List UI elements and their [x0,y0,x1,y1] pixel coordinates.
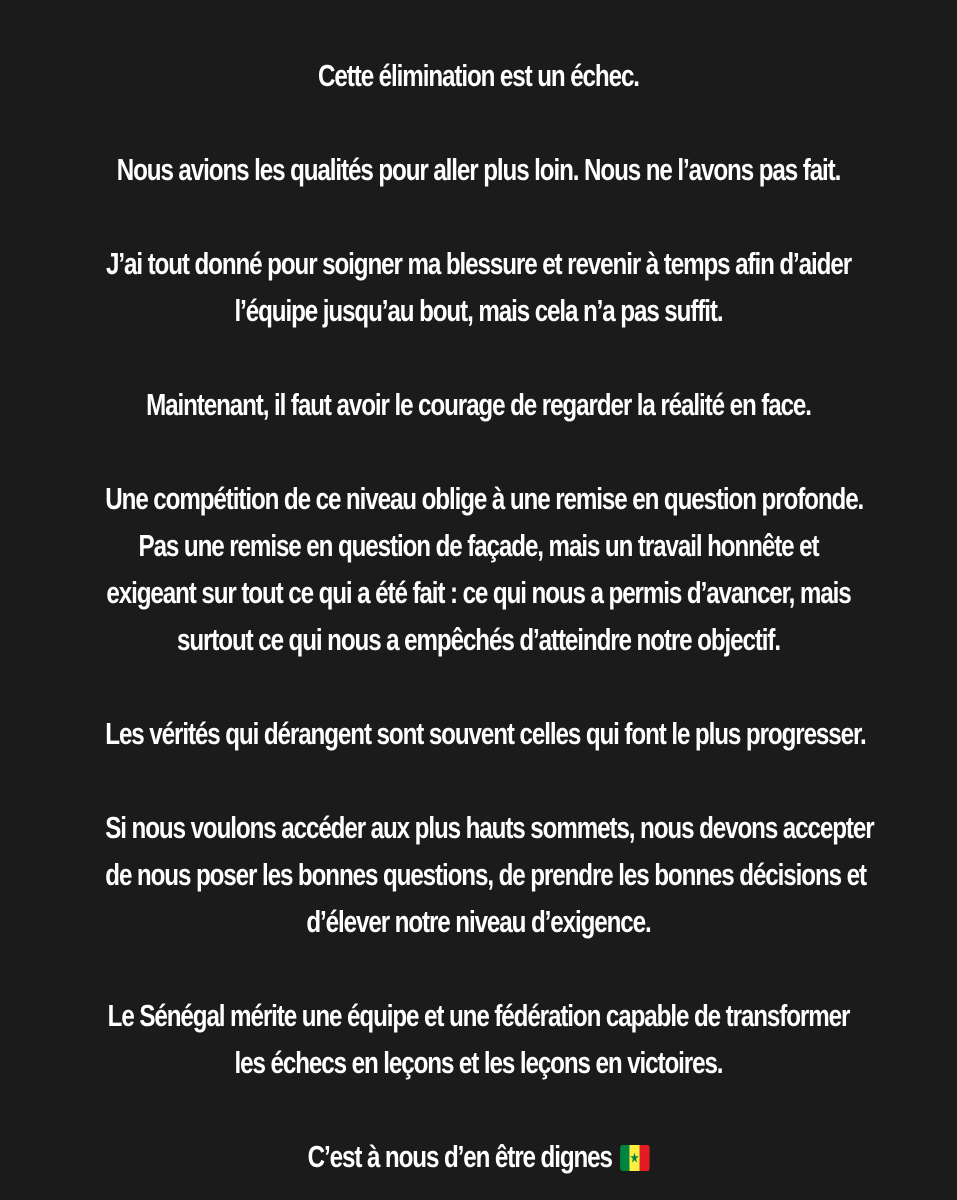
text-line: Pas une remise en question de façade, mais un travail honnête et [138,528,819,563]
text-line: surtout ce qui nous a empêchés d’atteindre notre objectif. [176,622,781,657]
text-line: de nous poser les bonnes questions, de prendre les bonnes décisions et [105,857,866,892]
flag-band-yellow [630,1145,640,1171]
senegal-flag-icon [620,1145,650,1171]
paragraph-courage [105,381,851,428]
paragraph-competition [105,475,864,663]
paragraph-senegal [105,992,851,1086]
star-icon: ★ [629,1149,640,1166]
paragraph-truths [105,710,866,757]
text-line: Nous avions les qualités pour aller plus loin. Nous ne l’avons pas fait. [116,152,841,187]
text-line: Les vérités qui dérangent sont souvent celles qui font le plus progresser. [105,716,866,751]
text-line: exigeant sur tout ce qui a été fait : ce qui nous a permis d’avancer, mais [106,575,851,610]
text-line: d’élever notre niveau d’exigence. [306,904,651,939]
closing-line [105,1133,851,1180]
text-line: l’équipe jusqu’au bout, mais cela n’a pas suffit. [234,293,723,328]
text-line: Maintenant, il faut avoir le courage de regarder la réalité en face. [146,387,811,422]
paragraph-summits [105,804,874,945]
text-line: Si nous voulons accéder aux plus hauts sommets, nous devons accepter [105,810,874,845]
text-line: les échecs en leçons et les leçons en victoires. [234,1045,723,1080]
text-line: Une compétition de ce niveau oblige à une remise en question profonde. [105,481,864,516]
flag-band-red [639,1145,649,1171]
text-line: J’ai tout donné pour soigner ma blessure et revenir à temps afin d’aider [105,246,852,281]
paragraph-closing [105,1133,851,1180]
text-line: Le Sénégal mérite une équipe et une fédération capable de transformer [107,998,850,1033]
closing-text: C’est à nous d’en être dignes [307,1139,612,1174]
text-line: Cette élimination est un échec. [318,58,639,93]
paragraph-opening [105,52,851,99]
paragraph-injury [105,240,851,334]
paragraph-qualities [105,146,851,193]
flag-band-green [620,1145,630,1171]
